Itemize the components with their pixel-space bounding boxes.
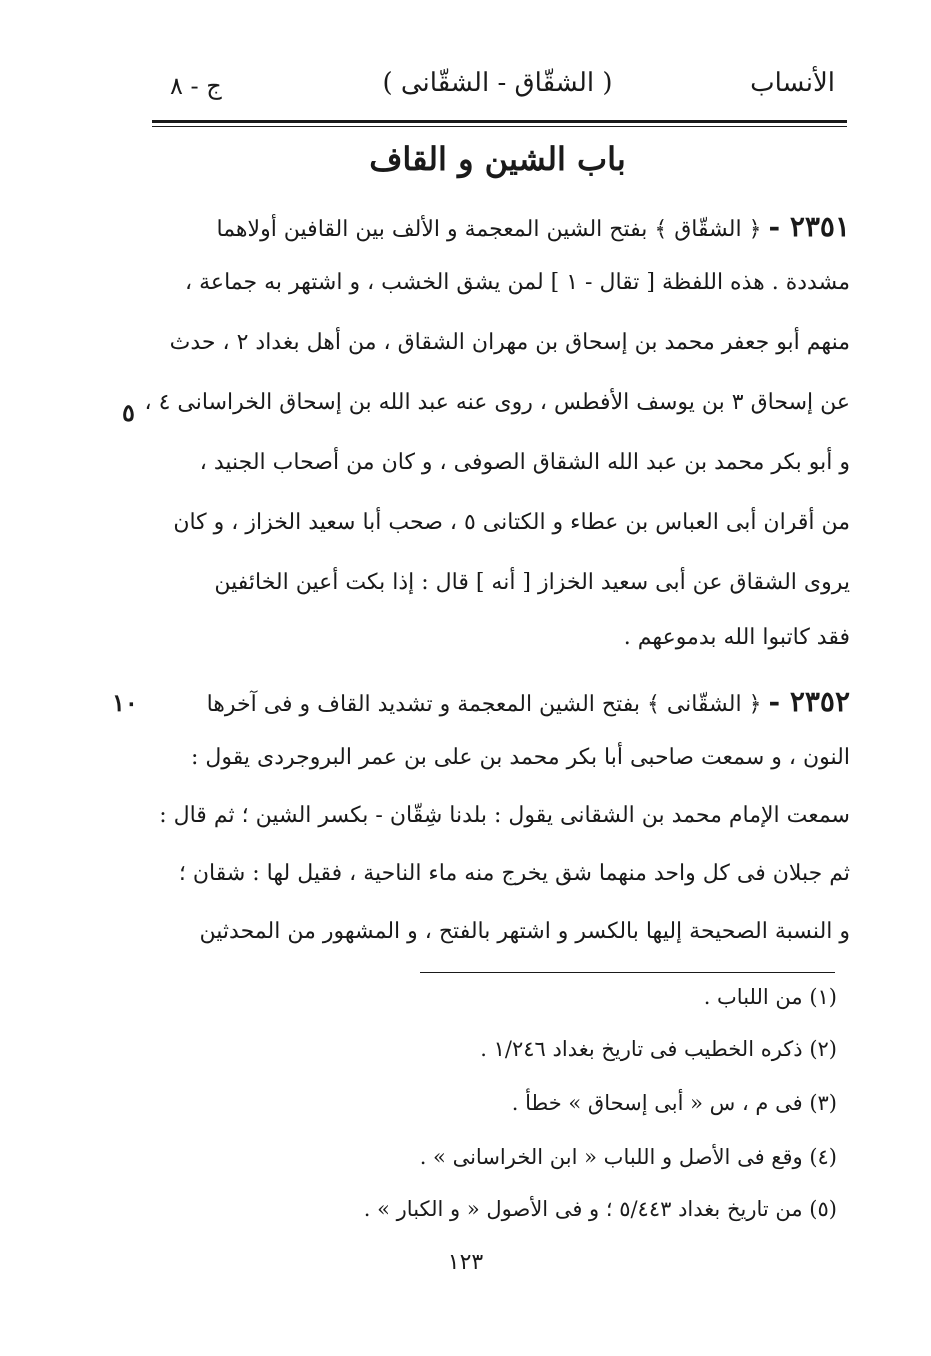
entry-text-line: ثم جبلان فى كل واحد منهما شق يخرج منه ماء الناحية ، فقيل لها : شقان ؛ [178, 861, 850, 886]
entry-text-line: و النسبة الصحيحة إليها بالكسر و اشتهر بالفتح ، و المشهور من المحدثين [199, 919, 850, 944]
entry-text-line: ﴿ الشقّانى ﴾ بفتح الشين المعجمة و تشديد القاف و فى آخرها [206, 692, 762, 717]
entry-text-line: يروى الشقاق عن أبى سعيد الخزاز [ أنه ] قال : إذا بكت أعين الخائفين [214, 570, 850, 595]
entry-number: ٢٣٥٢ - [768, 685, 850, 718]
footnote: (٤) وقع فى الأصل و اللباب « ابن الخراسانى » . [419, 1145, 837, 1169]
header-entry-range: ( الشقّاق - الشقّانى ) [382, 68, 613, 98]
entry-text-line: سمعت الإمام محمد بن الشقانى يقول : بلدنا شِقّان - بكسر الشين ؛ ثم قال : [159, 803, 850, 828]
entry-first-line [217, 210, 851, 243]
entry-text-line: منهم أبو جعفر محمد بن إسحاق بن مهران الشقاق ، من أهل بغداد ٢ ، حدث [169, 330, 850, 355]
section-title: باب الشين و القاف [369, 140, 626, 178]
running-header [160, 62, 835, 122]
footnote: (٣) فى م ، س « أبى إسحاق » خطأ . [511, 1091, 837, 1115]
entry-2351 [144, 210, 850, 660]
header-book-title: الأنساب [750, 68, 835, 98]
entry-2352 [159, 685, 850, 965]
margin-line-number: ٥ [122, 398, 135, 427]
entry-text-line: و أبو بكر محمد بن عبد الله الشقاق الصوفى ، و كان من أصحاب الجنيد ، [199, 450, 850, 475]
entry-number: ٢٣٥١ - [768, 210, 850, 243]
footnote-rule [420, 972, 835, 973]
entry-text-line: النون ، و سمعت صاحبى أبا بكر محمد بن على بن عمر البروجردى يقول : [191, 745, 850, 770]
footnote: (١) من اللباب . [703, 985, 837, 1009]
entry-text-line: ﴿ الشقّاق ﴾ بفتح الشين المعجمة و الألف بين القافين أولاهما [216, 217, 762, 242]
entry-first-line [207, 685, 850, 718]
footnotes [160, 985, 837, 1235]
margin-line-number: ١٠ [112, 688, 138, 717]
entry-text-line: من أقران أبى العباس بن عطاء و الكتانى ٥ ، صحب أبا سعيد الخزاز ، و كان [173, 510, 850, 535]
page-number: ١٢٣ [447, 1250, 484, 1275]
entry-text-line: فقد كاتبوا الله بدموعهم . [623, 625, 850, 650]
header-volume: ج - ٨ [170, 72, 222, 100]
entry-text-line: عن إسحاق ٣ بن يوسف الأفطس ، روى عنه عبد الله بن إسحاق الخراسانى ٤ ، [144, 390, 850, 415]
footnote: (٢) ذكره الخطيب فى تاريخ بغداد ١/٢٤٦ . [480, 1037, 837, 1061]
footnote: (٥) من تاريخ بغداد ٥/٤٤٣ ؛ و فى الأصول « و الكبار » . [363, 1197, 837, 1221]
header-rule-thin [152, 126, 847, 127]
entry-text-line: مشددة . هذه اللفظة [ تقال - ١ ] لمن يشق الخشب ، و اشتهر به جماعة ، [185, 270, 850, 295]
header-rule-thick [152, 120, 847, 123]
